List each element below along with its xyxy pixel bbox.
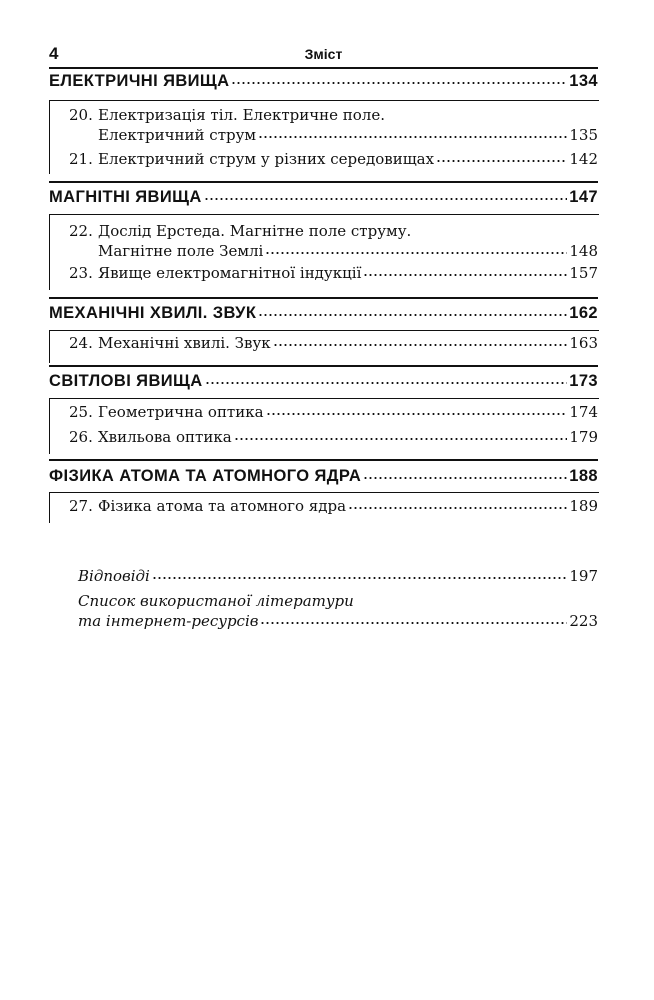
- toc-chapter[interactable]: СВІТЛОВІ ЯВИЩА 173: [49, 372, 598, 390]
- toc-chapter[interactable]: ЕЛЕКТРИЧНІ ЯВИЩА 134: [49, 72, 598, 90]
- toc-page-ref: 188: [569, 467, 598, 485]
- running-head: [49, 44, 598, 66]
- dot-leader: [204, 197, 568, 201]
- toc-page-ref: 135: [569, 126, 598, 144]
- toc-page-ref: 197: [569, 567, 598, 585]
- dot-leader: [273, 343, 568, 347]
- toc-entry-continuation[interactable]: Магнітне поле Землі 148: [98, 242, 598, 260]
- dot-leader: [258, 313, 567, 317]
- toc-entry[interactable]: 24. Механічні хвилі. Звук 163: [69, 334, 598, 352]
- dot-leader: [265, 251, 567, 255]
- toc-page: [49, 0, 598, 1000]
- toc-entry[interactable]: 23. Явище електромагнітної індукції 157: [69, 264, 598, 282]
- toc-page-ref: 157: [569, 264, 598, 282]
- dot-leader: [363, 273, 567, 277]
- toc-page-ref: 189: [569, 497, 598, 515]
- toc-page-ref: 173: [569, 372, 598, 390]
- toc-entry[interactable]: 20. Електризація тіл. Електричне поле.: [69, 106, 385, 124]
- section-rule: [49, 181, 598, 185]
- toc-back-matter-entry[interactable]: Список використаної літератури: [78, 592, 354, 610]
- toc-page-ref: 179: [569, 428, 598, 446]
- running-head-title: Зміст: [304, 46, 343, 62]
- dot-leader: [231, 81, 567, 85]
- toc-page-ref: 148: [569, 242, 598, 260]
- toc-page-ref: 223: [569, 612, 598, 630]
- toc-entry[interactable]: 21. Електричний струм у різних середовищах 142: [69, 150, 598, 168]
- section-rule: [49, 67, 598, 71]
- toc-entry[interactable]: 22. Дослід Ерстеда. Магнітне поле струму.: [69, 222, 412, 240]
- dot-leader: [436, 159, 567, 163]
- dot-leader: [348, 506, 567, 510]
- toc-entry[interactable]: 27. Фізика атома та атомного ядра 189: [69, 497, 598, 515]
- section-rule: [49, 297, 598, 301]
- dot-leader: [258, 135, 567, 139]
- section-rule: [49, 459, 598, 463]
- toc-chapter[interactable]: ФІЗИКА АТОМА ТА АТОМНОГО ЯДРА 188: [49, 467, 598, 485]
- toc-back-matter-entry[interactable]: Відповіді 197: [78, 567, 598, 585]
- toc-entry[interactable]: 25. Геометрична оптика 174: [69, 403, 598, 421]
- section-rule: [49, 365, 598, 369]
- toc-page-ref: 162: [569, 304, 598, 322]
- dot-leader: [152, 576, 568, 580]
- toc-entry[interactable]: 26. Хвильова оптика 179: [69, 428, 598, 446]
- toc-chapter[interactable]: МЕХАНІЧНІ ХВИЛІ. ЗВУК 162: [49, 304, 598, 322]
- toc-page-ref: 142: [569, 150, 598, 168]
- toc-page-ref: 163: [569, 334, 598, 352]
- dot-leader: [260, 621, 567, 625]
- dot-leader: [363, 476, 567, 480]
- toc-page-ref: 174: [569, 403, 598, 421]
- toc-page-ref: 147: [569, 188, 598, 206]
- dot-leader: [266, 412, 568, 416]
- toc-back-matter-continuation[interactable]: та інтернет-ресурсів 223: [78, 612, 598, 630]
- dot-leader: [234, 437, 568, 441]
- dot-leader: [205, 381, 568, 385]
- page-number: 4: [49, 44, 59, 63]
- toc-entry-continuation[interactable]: Електричний струм 135: [98, 126, 598, 144]
- toc-page-ref: 134: [569, 72, 598, 90]
- toc-chapter[interactable]: МАГНІТНІ ЯВИЩА 147: [49, 188, 598, 206]
